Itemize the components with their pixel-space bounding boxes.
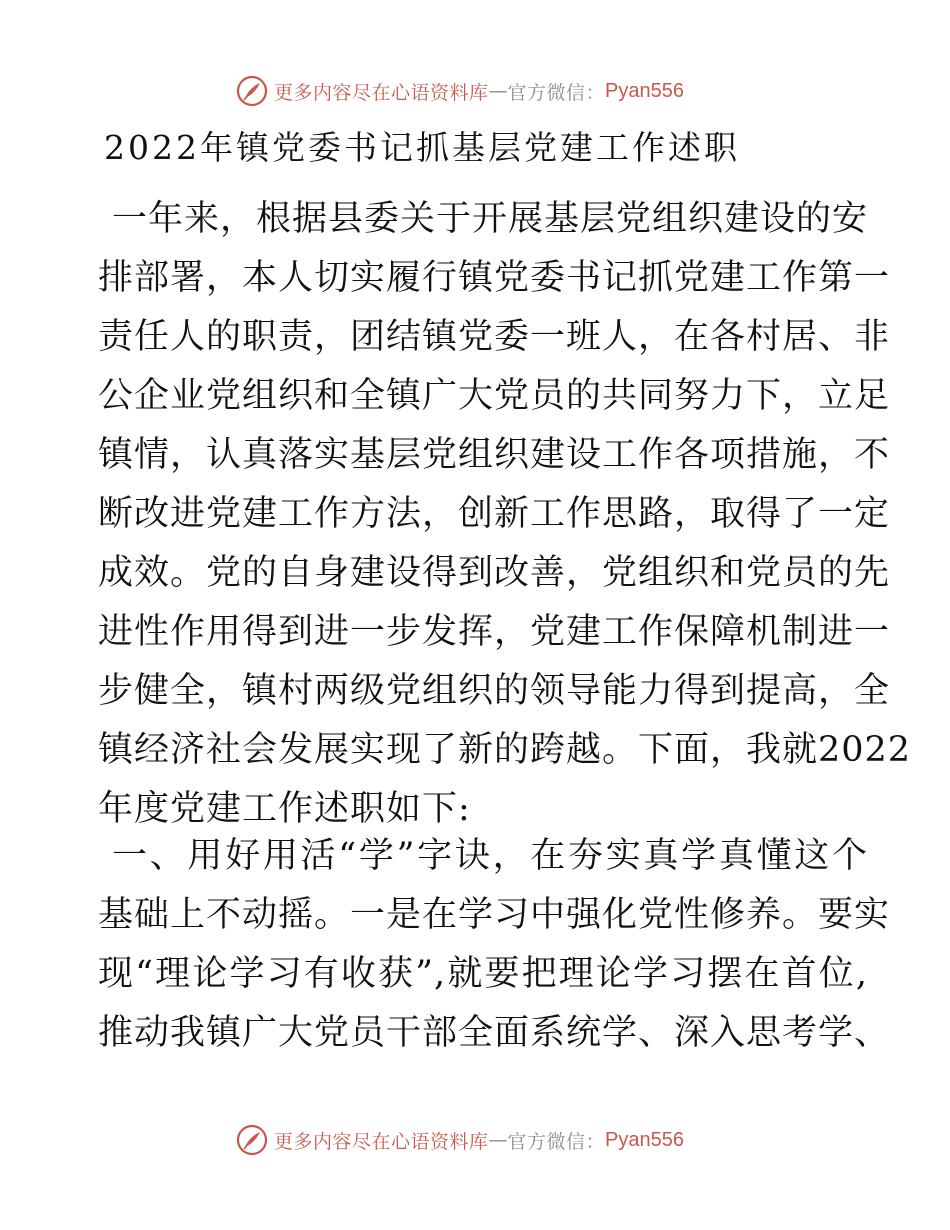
text-line: 责任人的职责，团结镇党委一班人，在各村居、非 (98, 317, 891, 357)
text-line: 基础上不动摇。一是在学习中强化党性修养。要实 (98, 895, 891, 935)
watermark-contact-label: 官方微信： (507, 81, 606, 104)
text-line: 公企业党组织和全镇广大党员的共同努力下，立足 (98, 376, 891, 416)
text-line: 镇经济社会发展实现了新的跨越。下面，我就2022 (98, 730, 912, 770)
text-line: 镇情，认真落实基层党组织建设工作各项措施，不 (98, 435, 891, 475)
text-line: 步健全，镇村两级党组织的领导能力得到提高，全 (98, 671, 891, 711)
watermark-separator: — (488, 1129, 508, 1151)
quill-circle-logo-icon (236, 1124, 268, 1156)
text-line: 排部署，本人切实履行镇党委书记抓党建工作第一 (98, 258, 891, 298)
watermark-wechat-id: Pyan556 (605, 79, 684, 102)
text-line: 一年来，根据县委关于开展基层党组织建设的安 (112, 199, 869, 239)
watermark-wechat-id: Pyan556 (605, 1128, 684, 1151)
text-line: 现“理论学习有收获”,就要把理论学习摆在首位, (98, 954, 868, 994)
watermark-text: 更多内容尽在心语资料库 (274, 81, 489, 104)
quill-circle-logo-icon (236, 75, 268, 107)
text-line: 成效。党的自身建设得到改善，党组织和党员的先 (98, 553, 891, 593)
footer-watermark (236, 1123, 684, 1157)
watermark-text: 更多内容尽在心语资料库 (274, 1130, 489, 1153)
document-title: 2022年镇党委书记抓基层党建工作述职 (104, 128, 740, 167)
text-line: 一、用好用活“学”字诀，在夯实真学真懂这个 (112, 836, 868, 876)
text-line: 断改进党建工作方法，创新工作思路，取得了一定 (98, 494, 891, 534)
header-watermark (236, 74, 684, 108)
paragraph-intro (98, 190, 912, 839)
text-line: 进性作用得到进一步发挥，党建工作保障机制进一 (98, 612, 891, 652)
watermark-separator: — (488, 80, 508, 102)
text-line: 推动我镇广大党员干部全面系统学、深入思考学、 (98, 1013, 891, 1053)
paragraph-section-one (98, 827, 891, 1063)
text-line: 年度党建工作述职如下: (98, 789, 471, 829)
watermark-contact-label: 官方微信： (507, 1130, 606, 1153)
